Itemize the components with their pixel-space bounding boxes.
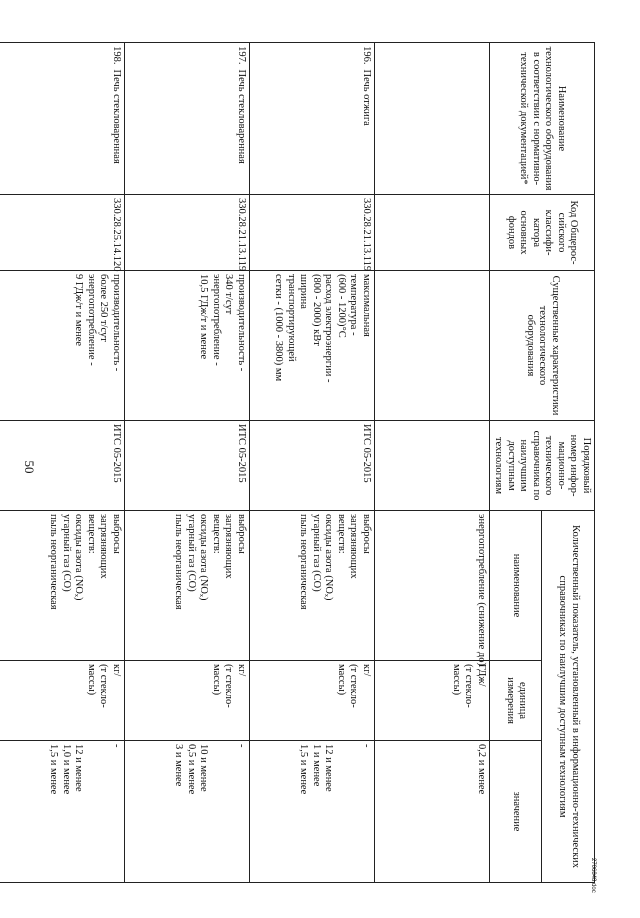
indicator-name-line: угарный газ (CO) <box>311 514 322 592</box>
indicator-name-line: оксиды азота (NOₓ) <box>323 514 335 601</box>
table-row <box>0 43 125 883</box>
indicator-name-line: веществ: <box>211 514 222 554</box>
indicator-unit-line: ГДж/ <box>476 664 487 687</box>
indicator-name-line: пыль неорганическая <box>173 514 185 610</box>
its-number <box>375 421 490 511</box>
its-number: ИТС 05-2015 <box>0 421 125 511</box>
row-number <box>375 43 490 67</box>
indicator-name-line: угарный газ (CO) <box>186 514 197 592</box>
indicator-unit <box>0 661 125 741</box>
indicator-name-line: оксиды азота (NOₓ) <box>73 514 85 601</box>
indicator-name <box>0 511 125 661</box>
indicator-value-line: 12 и менее <box>73 744 85 792</box>
indicator-unit-line: массы) <box>211 664 222 696</box>
indicator-unit-line: массы) <box>451 664 462 696</box>
its-number: ИТС 05-2015 <box>125 421 250 511</box>
indicator-unit <box>125 661 250 741</box>
row-number: 196. <box>250 43 375 67</box>
its-number: ИТС 05-2015 <box>250 421 375 511</box>
characteristics <box>375 271 490 421</box>
characteristics-line: энергопотребление - <box>211 274 222 366</box>
footer-filename: 2706848.doc <box>590 858 596 893</box>
indicator-value-line <box>210 744 223 879</box>
characteristics <box>0 271 125 421</box>
indicator-unit-line: кг/ <box>361 664 372 677</box>
indicator-name-line: выбросы <box>111 514 122 554</box>
characteristics-line: максимальная <box>361 274 372 337</box>
characteristics <box>125 271 250 421</box>
row-number: 197. <box>125 43 250 67</box>
indicator-value-line: 12 и менее <box>323 744 335 792</box>
characteristics-line: энергопотребление - <box>86 274 97 366</box>
indicator-name-line: выбросы <box>361 514 372 554</box>
header-row-1 <box>542 43 595 883</box>
indicator-name-line: угарный газ (CO) <box>61 514 72 592</box>
equipment-name <box>375 67 490 195</box>
header-okof-code: Код Общерос-сийского классифи-катора основных фондов <box>490 195 595 271</box>
indicator-name-line: оксиды азота (NOₓ) <box>198 514 210 601</box>
equipment-name: Печь стекловаренная <box>0 67 125 195</box>
indicator-value-line <box>97 744 110 879</box>
indicator-value-line <box>222 744 235 879</box>
indicator-unit-line: массы) <box>86 664 97 696</box>
indicator-name <box>125 511 250 661</box>
characteristics-line: производительность - <box>111 274 122 372</box>
okof-code: 330.28.21.13.119 <box>250 195 375 271</box>
okof-code: 330.28.25.14.120 <box>0 195 125 271</box>
header-indicator-group: Количественный показатель, установленный в информационно-технических справочниках по наилучшим доступным технологиям <box>542 511 595 883</box>
indicator-value-line <box>347 744 360 879</box>
okof-code <box>375 195 490 271</box>
header-equipment: Наименование технологического оборудования в соответствии с нормативно-технической документацией* <box>490 43 595 195</box>
indicator-value-line: - <box>361 744 372 748</box>
characteristics-line: 10,5 ГДж/т и менее <box>198 274 210 360</box>
indicator-value-line: 3 и менее <box>173 744 185 787</box>
indicator-unit-line: кг/ <box>236 664 247 677</box>
indicator-value <box>0 741 125 883</box>
indicator-value-line: 1,5 и менее <box>298 744 310 795</box>
indicator-name-line: загрязняющих <box>348 514 360 579</box>
table-body <box>0 43 490 883</box>
characteristics-line: расход электроэнергии - <box>323 274 335 383</box>
indicator-name-line: выбросы <box>236 514 247 554</box>
table-row <box>375 43 490 883</box>
row-number: 198. <box>0 43 125 67</box>
indicator-unit <box>250 661 375 741</box>
indicator-unit-line: (т стекло- <box>348 664 360 708</box>
indicator-unit-line: (т стекло- <box>98 664 110 708</box>
header-its-number: Порядковый номер инфор-мационно-технического справочника по наилучшим доступным технологиям <box>490 421 595 511</box>
indicator-unit-line: массы) <box>336 664 347 696</box>
equipment-table <box>0 42 595 883</box>
equipment-name: Печь стекловаренная <box>125 67 250 195</box>
okof-code: 330.28.21.13.119 <box>125 195 250 271</box>
indicator-unit-line: (т стекло- <box>463 664 475 708</box>
indicator-value-line: 1,0 и менее <box>61 744 72 795</box>
indicator-name <box>250 511 375 661</box>
indicator-unit-line: (т стекло- <box>223 664 235 708</box>
table-row <box>125 43 250 883</box>
indicator-value <box>125 741 250 883</box>
indicator-name-line: пыль неорганическая <box>48 514 60 610</box>
characteristics-line: (800 - 2000) кВт <box>311 274 322 346</box>
characteristics-line: сетки - (1000 - 3800) мм <box>273 274 285 382</box>
characteristics-line: 340 т/сут <box>223 274 235 315</box>
characteristics-line: ширина <box>298 274 310 309</box>
indicator-value-line: 0,5 и менее <box>186 744 197 795</box>
characteristics <box>250 271 375 421</box>
header-indicator-name: наименование <box>490 511 543 661</box>
indicator-name-line: веществ: <box>86 514 97 554</box>
page-number: 50 <box>22 460 37 474</box>
header-characteristics: Существенные характеристики технологического оборудования <box>490 271 595 421</box>
indicator-name-line: загрязняющих <box>223 514 235 579</box>
characteristics-line: (600 - 1200)°C <box>336 274 347 338</box>
equipment-name: Печь отжига <box>250 67 375 195</box>
indicator-value-line: - <box>236 744 247 748</box>
indicator-value-line: 10 и менее <box>198 744 210 792</box>
indicator-value-line <box>335 744 348 879</box>
indicator-name <box>375 511 490 666</box>
header-indicator-unit: единица измерения <box>490 661 543 741</box>
table-row <box>250 43 375 883</box>
characteristics-line: 9 ГДж/т и менее <box>73 274 85 347</box>
indicator-value-line: 0,2 и менее <box>476 744 487 795</box>
characteristics-line: более 250 т/сут <box>98 274 110 342</box>
header-indicator-value: значение <box>490 741 543 883</box>
indicator-unit-line: кг/ <box>111 664 122 677</box>
characteristics-line: транспортирующей <box>286 274 297 362</box>
indicator-value-line: - <box>111 744 122 748</box>
indicator-unit <box>375 661 490 741</box>
indicator-value <box>375 741 490 883</box>
indicator-name-line: загрязняющих <box>98 514 110 579</box>
indicator-name-line: веществ: <box>336 514 347 554</box>
indicator-value-line: 1 и менее <box>311 744 322 787</box>
indicator-name-line: пыль неорганическая <box>298 514 310 610</box>
indicator-value <box>250 741 375 883</box>
indicator-name-line: энергопотребление (снижение до) <box>476 514 487 666</box>
characteristics-line: производительность - <box>236 274 247 372</box>
indicator-value-line <box>85 744 98 879</box>
rotated-table-sheet <box>5 42 595 882</box>
characteristics-line: температура - <box>348 274 360 336</box>
indicator-value-line: 1,5 и менее <box>48 744 60 795</box>
